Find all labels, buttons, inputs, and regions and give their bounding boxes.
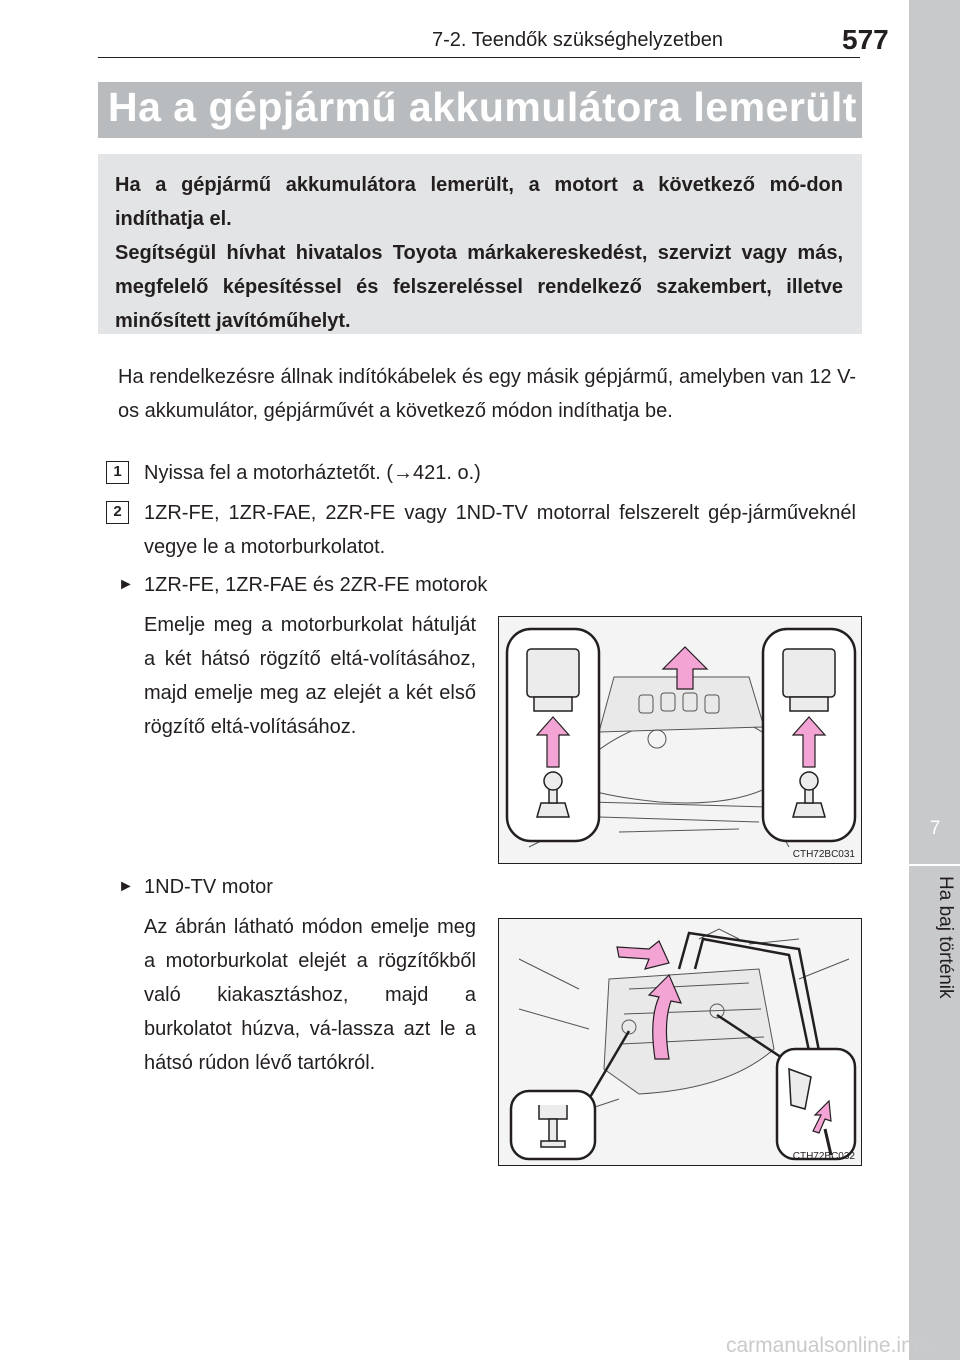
subsection-text-2: Az ábrán látható módon emelje meg a motorburkolat elejét a rögzítőkből való kiakasztáshoz, majd a burkolatot húzva, vá-lassza azt le a hátsó rúdon lévő tartókról.: [144, 916, 476, 1074]
intro-text-2: Segítségül hívhat hivatalos Toyota márkakereskedést, szervizt vagy más, megfelelő képesítéssel és felszereléssel rendelkező szakembert, illetve minősített javítóműhelyt.: [115, 242, 843, 332]
figure-code-2: CTH72BC032: [792, 1151, 855, 1162]
page-number: 577: [842, 24, 889, 55]
title-bar: [98, 82, 862, 138]
engine-illustration-2: [499, 919, 861, 1165]
engine-illustration-1: [499, 617, 861, 863]
subsection-heading-2: 1ND-TV motor: [144, 876, 273, 898]
subsection-text-1: Emelje meg a motorburkolat hátulját a két hátsó rögzítő eltá-volításához, majd emelje meg az elejét a két első rögzítő eltá-volításához.: [144, 614, 476, 738]
section-title: 7-2. Teendők szükséghelyzetben: [432, 29, 723, 51]
step-badge-1: 1: [106, 461, 129, 484]
bullet-arrow-icon: ►: [118, 576, 134, 593]
subsection-heading-1: 1ZR-FE, 1ZR-FAE és 2ZR-FE motorok: [144, 574, 488, 596]
figure-code-1: CTH72BC031: [792, 849, 855, 860]
side-tab-divider: [909, 864, 960, 866]
body-paragraph: Ha rendelkezésre állnak indítókábelek és egy másik gépjármű, amelyben van 12 V-os akkumulátor, gépjárművét a következő módon indíthatja be.: [118, 366, 856, 422]
chapter-number: 7: [929, 818, 941, 839]
bullet-arrow-icon: ►: [118, 878, 134, 895]
intro-text-1: Ha a gépjármű akkumulátora lemerült, a motort a következő mó-don indíthatja el.: [115, 174, 843, 230]
step-badge-2: 2: [106, 501, 129, 524]
intro-box: [98, 154, 862, 334]
step-text-2: 1ZR-FE, 1ZR-FAE, 2ZR-FE vagy 1ND-TV motorral felszerelt gép-járműveknél vegye le a motorburkolatot.: [144, 502, 856, 558]
step-text-1: Nyissa fel a motorháztetőt. (→421. o.): [144, 462, 481, 484]
side-tab: [909, 0, 960, 1360]
header-rule: [98, 57, 860, 58]
engine-cover-figure-2: [498, 918, 862, 1166]
page-title: Ha a gépjármű akkumulátora lemerült: [108, 84, 857, 130]
chapter-label: Ha baj történik: [935, 876, 956, 999]
engine-cover-figure-1: [498, 616, 862, 864]
watermark: carmanualsonline.info: [726, 1334, 931, 1357]
